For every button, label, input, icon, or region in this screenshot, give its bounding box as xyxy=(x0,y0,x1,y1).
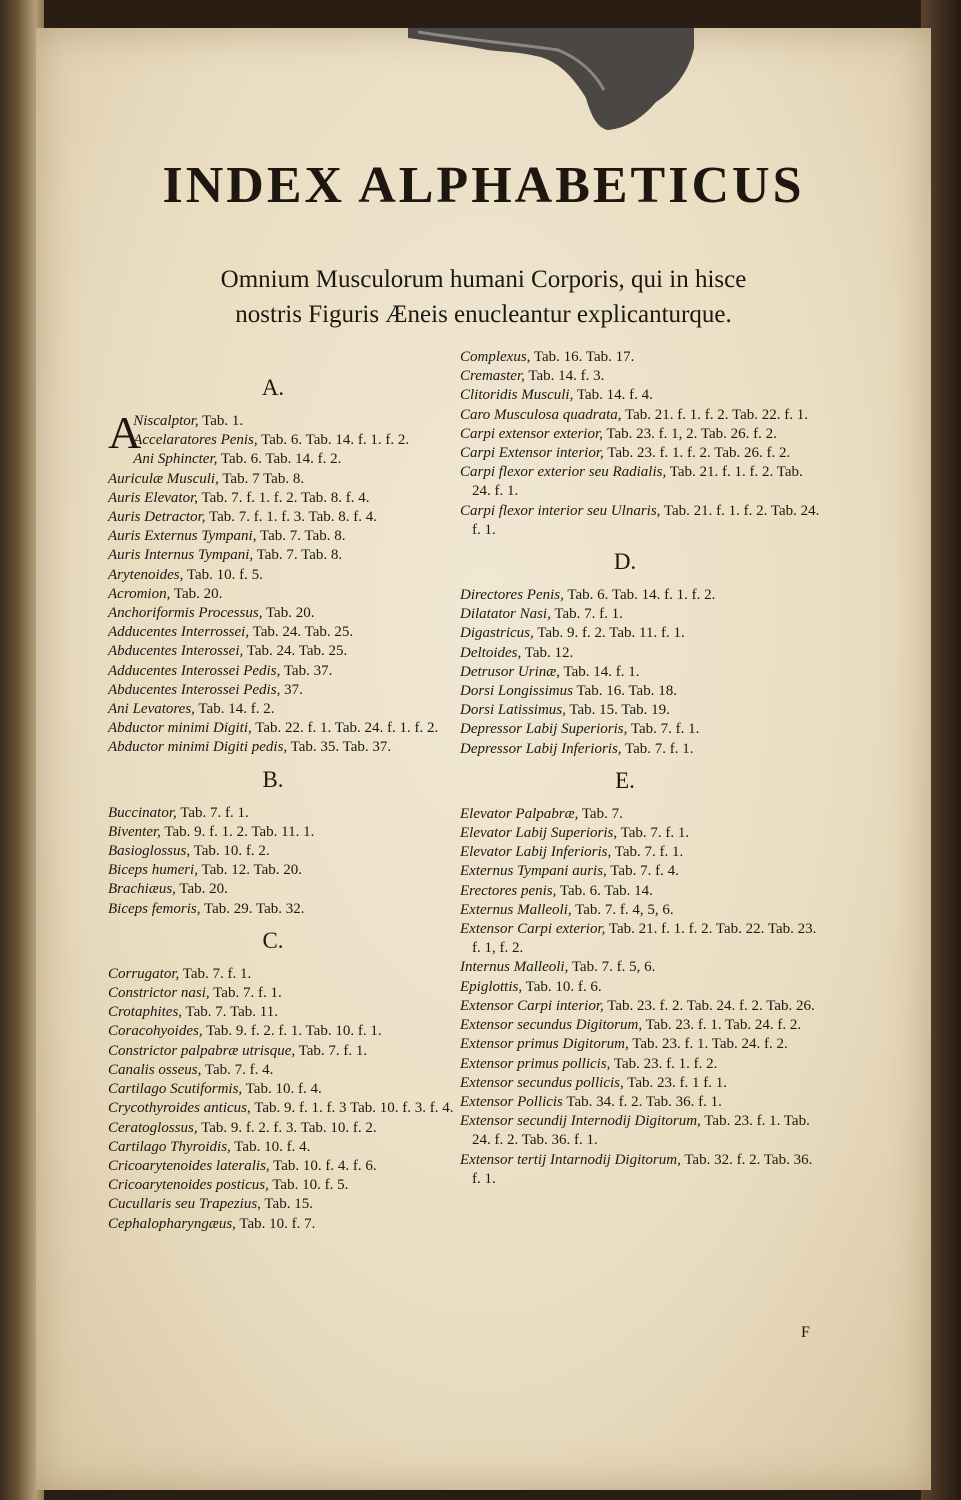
table-reference: Tab. 10. f. 5. xyxy=(272,1177,349,1194)
muscle-name: Accelaratores Penis, xyxy=(133,432,258,449)
section-letter: B. xyxy=(262,766,284,792)
muscle-name: Corrugator, xyxy=(108,965,180,982)
muscle-name: Dilatator Nasi, xyxy=(460,606,551,623)
table-reference: Tab. 7. f. 1. xyxy=(625,740,694,757)
muscle-name: Extensor primus Digitorum, xyxy=(460,1036,629,1053)
table-reference: Tab. 10. f. 4. xyxy=(234,1138,311,1155)
table-reference: Tab. 7. Tab. 8. xyxy=(259,528,346,545)
index-entry xyxy=(108,700,458,719)
table-reference: Tab. 10. f. 7. xyxy=(239,1215,316,1232)
index-entry xyxy=(108,1215,458,1234)
table-reference: Tab. 9. f. 2. f. 3. Tab. 10. f. 2. xyxy=(201,1119,377,1136)
muscle-name: Canalis osseus, xyxy=(108,1061,202,1078)
section-letter: C. xyxy=(262,927,284,953)
index-entry xyxy=(108,719,458,738)
muscle-name: Cucullaris seu Trapezius, xyxy=(108,1196,261,1213)
index-entry xyxy=(108,861,458,880)
section-letter: A. xyxy=(261,375,285,400)
muscle-name: Ani Sphincter, xyxy=(133,451,218,468)
muscle-name: Anchoriformis Processus, xyxy=(108,605,263,622)
index-entry xyxy=(108,681,458,700)
muscle-name: Clitoridis Musculi, xyxy=(460,387,574,404)
index-entry xyxy=(108,1003,458,1022)
table-reference: Tab. 7. f. 1. f. 2. Tab. 8. f. 4. xyxy=(201,489,370,506)
index-entry xyxy=(108,1099,458,1118)
index-entry xyxy=(460,644,820,663)
muscle-name: Adducentes Interrossei, xyxy=(108,624,250,641)
muscle-name: Elevator Labij Superioris, xyxy=(460,825,618,842)
muscle-name: Auris Elevator, xyxy=(108,489,198,506)
index-entry xyxy=(460,605,820,624)
table-reference: Tab. 14. f. 4. xyxy=(576,387,653,404)
table-reference: Tab. 15. xyxy=(264,1196,313,1213)
table-reference: Tab. 12. Tab. 20. xyxy=(201,862,302,879)
table-reference: Tab. 7. f. 4, 5, 6. xyxy=(575,901,674,918)
muscle-name: Auris Externus Tympani, xyxy=(108,528,257,545)
index-entry xyxy=(460,958,820,977)
table-reference: Tab. 6. Tab. 14. f. 1. f. 2. xyxy=(261,432,410,449)
muscle-name: Auris Detractor, xyxy=(108,509,206,526)
muscle-name: Externus Malleoli, xyxy=(460,901,572,918)
muscle-name: Depressor Labij Inferioris, xyxy=(460,740,622,757)
muscle-name: Cricoarytenoides posticus, xyxy=(108,1177,269,1194)
index-entry xyxy=(108,880,458,899)
book-page xyxy=(36,28,931,1490)
index-entry xyxy=(460,406,820,425)
index-entry xyxy=(108,623,458,642)
table-reference: Tab. 23. f. 1. Tab. 24. f. 2. xyxy=(632,1036,788,1053)
table-reference: Tab. 37. xyxy=(283,662,333,679)
index-entry xyxy=(460,882,820,901)
table-reference: Tab. 22. f. 1. Tab. 24. f. 1. f. 2. xyxy=(255,720,439,737)
table-reference: Tab. 16. Tab. 17. xyxy=(533,349,635,365)
muscle-name: Constrictor palpabræ utrisque, xyxy=(108,1042,296,1059)
table-reference: Tab. 9. f. 2. f. 1. Tab. 10. f. 1. xyxy=(206,1023,382,1040)
table-reference: Tab. 15. Tab. 19. xyxy=(569,702,670,719)
table-reference: Tab. 14. f. 2. xyxy=(198,701,275,718)
index-entry xyxy=(460,805,820,824)
muscle-name: Ceratoglossus, xyxy=(108,1119,198,1136)
section-letter: D. xyxy=(613,549,637,575)
index-entry xyxy=(108,662,458,681)
table-reference: Tab. 7. f. 4. xyxy=(610,863,679,880)
table-reference: Tab. 12. xyxy=(524,644,574,661)
table-reference: Tab. 23. f. 1, 2. Tab. 26. f. 2. xyxy=(606,425,777,442)
index-entry xyxy=(460,463,820,501)
index-entry xyxy=(108,823,458,842)
muscle-name: Dorsi Longissimus xyxy=(460,683,573,700)
muscle-name: Depressor Labij Superioris, xyxy=(460,721,628,738)
index-entry xyxy=(460,1074,820,1093)
index-entry xyxy=(460,624,820,643)
muscle-name: Internus Malleoli, xyxy=(460,959,569,976)
index-entry xyxy=(460,502,820,540)
table-reference: Tab. 7. Tab. 11. xyxy=(185,1004,278,1021)
muscle-name: Biventer, xyxy=(108,823,161,840)
muscle-name: Carpi flexor exterior seu Radialis, xyxy=(460,464,667,481)
muscle-name: Abductor minimi Digiti pedis, xyxy=(108,739,288,756)
index-entry xyxy=(460,1093,820,1112)
muscle-name: Arytenoides, xyxy=(108,566,184,583)
index-entry xyxy=(108,1042,458,1061)
muscle-name: Elevator Labij Inferioris, xyxy=(460,844,612,861)
index-entry xyxy=(108,842,458,861)
muscle-name: Deltoides, xyxy=(460,644,522,661)
muscle-name: Carpi flexor interior seu Ulnaris, xyxy=(460,502,661,519)
muscle-name: Externus Tympani auris, xyxy=(460,863,607,880)
index-entry xyxy=(108,1119,458,1138)
index-entry xyxy=(108,1157,458,1176)
index-entry xyxy=(108,1061,458,1080)
table-reference: Tab. 23. f. 1. f. 2. xyxy=(613,1055,718,1072)
table-reference: Tab. 20. xyxy=(265,605,315,622)
index-entry xyxy=(108,1176,458,1195)
table-reference: Tab. 7. Tab. 8. xyxy=(256,547,343,564)
index-entry xyxy=(108,546,458,565)
index-entry xyxy=(460,1055,820,1074)
index-entry xyxy=(108,1138,458,1157)
index-entry xyxy=(108,1080,458,1099)
index-entry xyxy=(460,978,820,997)
muscle-name: Extensor tertij Intarnodij Digitorum, xyxy=(460,1151,681,1168)
muscle-name: Extensor secundij Internodij Digitorum, xyxy=(460,1113,701,1130)
muscle-name: Biceps femoris, xyxy=(108,900,201,917)
table-reference: Tab. 7. f. 1. xyxy=(180,804,249,821)
table-reference: Tab. 7. f. 5, 6. xyxy=(571,959,656,976)
muscle-name: Cartilago Thyroidis, xyxy=(108,1138,231,1155)
table-reference: Tab. 9. f. 1. 2. Tab. 11. 1. xyxy=(164,823,315,840)
index-entry xyxy=(108,642,458,661)
table-reference: Tab. 10. f. 4. xyxy=(245,1081,322,1098)
index-entry xyxy=(460,862,820,881)
muscle-name: Elevator Palpabræ, xyxy=(460,805,579,822)
index-entry xyxy=(108,1195,458,1214)
index-entry xyxy=(108,489,458,508)
muscle-name: Cremaster, xyxy=(460,368,525,385)
index-entry xyxy=(108,1022,458,1041)
table-reference: Tab. 21. f. 1. f. 2. Tab. 22. f. 1. xyxy=(625,406,809,423)
muscle-name: Coracohyoides, xyxy=(108,1023,203,1040)
subtitle-line-2: nostris Figuris Æneis enucleantur explicanturque. xyxy=(235,301,732,328)
muscle-name: Abductor minimi Digiti, xyxy=(108,720,252,737)
table-reference: Tab. 7. xyxy=(581,805,623,822)
muscle-name: Directores Penis, xyxy=(460,587,564,604)
muscle-name: Auriculæ Musculi, xyxy=(108,470,219,487)
table-reference: Tab. 20. xyxy=(179,881,228,898)
index-entry xyxy=(108,738,458,757)
index-entry xyxy=(108,566,458,585)
table-reference: Tab. 23. f. 1. Tab. 24. f. 2. Tab. 36. f. 1. xyxy=(472,1113,810,1149)
table-reference: Tab. 7. f. 1. xyxy=(298,1042,368,1059)
table-reference: Tab. 7 Tab. 8. xyxy=(222,470,305,487)
muscle-name: Erectores penis, xyxy=(460,882,557,899)
muscle-name: Constrictor nasi, xyxy=(108,985,210,1002)
muscle-name: Complexus, xyxy=(460,349,531,365)
index-entry xyxy=(460,1151,820,1189)
table-reference: Tab. 7. f. 1. f. 3. Tab. 8. f. 4. xyxy=(208,509,377,526)
muscle-name: Extensor secundus Digitorum, xyxy=(460,1017,643,1034)
table-reference: Tab. 1. xyxy=(202,413,244,429)
index-entry xyxy=(460,920,820,958)
muscle-name: Cricoarytenoides lateralis, xyxy=(108,1157,270,1174)
muscle-name: Ani Levatores, xyxy=(108,701,195,718)
table-reference: Tab. 16. Tab. 18. xyxy=(576,683,677,700)
table-reference: Tab. 10. f. 5. xyxy=(186,566,263,583)
index-entry xyxy=(460,740,820,759)
index-entry xyxy=(460,701,820,720)
table-reference: Tab. 10. f. 4. f. 6. xyxy=(273,1157,377,1174)
table-reference: Tab. 9. f. 1. f. 3 Tab. 10. f. 3. f. 4. xyxy=(254,1100,454,1117)
muscle-name: Cephalopharyngæus, xyxy=(108,1215,236,1232)
index-entry xyxy=(460,586,820,605)
index-entry xyxy=(460,843,820,862)
table-reference: Tab. 7. f. 1. xyxy=(213,985,282,1002)
muscle-name: Acromion, xyxy=(108,585,171,602)
table-reference: 37. xyxy=(284,681,303,698)
table-reference: Tab. 14. f. 3. xyxy=(528,368,605,385)
muscle-name: Digastricus, xyxy=(460,625,534,642)
index-entry xyxy=(108,804,458,823)
table-reference: Tab. 32. f. 2. Tab. 36. f. 1. xyxy=(472,1151,813,1187)
table-reference: Tab. 7. f. 1. xyxy=(620,825,690,842)
index-entry xyxy=(460,348,820,367)
table-reference: Tab. 35. Tab. 37. xyxy=(290,739,392,756)
muscle-name: Dorsi Latissimus, xyxy=(460,702,566,719)
muscle-name: Extensor Pollicis xyxy=(460,1093,563,1110)
drop-cap: A xyxy=(108,407,142,458)
table-reference: Tab. 10. f. 2. xyxy=(193,843,270,860)
table-reference: Tab. 29. Tab. 32. xyxy=(203,900,305,917)
table-reference: Tab. 14. f. 1. xyxy=(563,663,640,680)
index-entry xyxy=(108,585,458,604)
muscle-name: Epiglottis, xyxy=(460,978,523,995)
table-reference: Tab. 20. xyxy=(173,585,223,602)
table-reference: Tab. 7. f. 1. xyxy=(182,965,252,982)
index-column-right xyxy=(460,348,820,1189)
index-entry xyxy=(108,604,458,623)
metal-clip-icon xyxy=(408,28,694,133)
table-reference: Tab. 10. f. 6. xyxy=(525,978,602,995)
muscle-name: Basioglossus, xyxy=(108,843,191,860)
table-reference: Tab. 21. f. 1. f. 2. Tab. 24. f. 1. xyxy=(472,502,820,538)
page-subtitle xyxy=(76,262,891,332)
index-entry xyxy=(108,965,458,984)
muscle-name: Biceps humeri, xyxy=(108,862,198,879)
index-entry xyxy=(108,900,458,919)
subtitle-line-1: Omnium Musculorum humani Corporis, qui in hisce xyxy=(220,266,747,293)
index-entry xyxy=(108,984,458,1003)
index-entry xyxy=(460,901,820,920)
index-column-left xyxy=(108,366,458,1234)
table-reference: Tab. 6. Tab. 14. f. 1. f. 2. xyxy=(567,587,716,604)
muscle-name: Abducentes Interossei, xyxy=(108,643,244,660)
index-entry xyxy=(460,997,820,1016)
table-reference: Tab. 23. f. 2. Tab. 24. f. 2. Tab. 26. xyxy=(607,997,815,1014)
table-reference: Tab. 23. f. 1. Tab. 24. f. 2. xyxy=(645,1017,802,1034)
index-entry xyxy=(460,367,820,386)
table-reference: Tab. 24. Tab. 25. xyxy=(252,624,354,641)
index-entry xyxy=(460,1112,820,1150)
muscle-name: Crycothyroides anticus, xyxy=(108,1100,251,1117)
index-entry xyxy=(460,386,820,405)
muscle-name: Detrusor Urinæ, xyxy=(460,663,561,680)
muscle-name: Crotaphites, xyxy=(108,1004,183,1021)
table-reference: Tab. 23. f. 1 f. 1. xyxy=(627,1074,727,1091)
table-reference: Tab. 24. Tab. 25. xyxy=(246,643,348,660)
table-reference: Tab. 6. Tab. 14. xyxy=(559,882,653,899)
table-reference: Tab. 7. f. 1. xyxy=(554,606,623,623)
muscle-name: Niscalptor, xyxy=(133,413,199,429)
table-reference: Tab. 7. f. 1. xyxy=(630,721,700,738)
table-reference: Tab. 9. f. 2. Tab. 11. f. 1. xyxy=(537,625,685,642)
table-reference: Tab. 6. Tab. 14. f. 2. xyxy=(220,451,342,468)
index-entry xyxy=(460,1035,820,1054)
muscle-name: Brachiæus, xyxy=(108,881,176,898)
muscle-name: Extensor Carpi exterior, xyxy=(460,921,606,938)
table-reference: Tab. 23. f. 1. f. 2. Tab. 26. f. 2. xyxy=(607,445,791,462)
index-entry xyxy=(108,450,458,469)
index-entry xyxy=(108,431,458,450)
muscle-name: Extensor secundus pollicis, xyxy=(460,1074,624,1091)
section-letter: E. xyxy=(615,767,635,793)
muscle-name: Adducentes Interossei Pedis, xyxy=(108,662,281,679)
muscle-name: Extensor Carpi interior, xyxy=(460,997,604,1014)
index-entry xyxy=(108,527,458,546)
muscle-name: Cartilago Scutiformis, xyxy=(108,1081,243,1098)
table-reference: Tab. 7. f. 1. xyxy=(614,844,684,861)
index-entry xyxy=(460,444,820,463)
index-entry xyxy=(460,720,820,739)
index-entry xyxy=(460,1016,820,1035)
index-entry xyxy=(108,508,458,527)
muscle-name: Auris Internus Tympani, xyxy=(108,547,254,564)
muscle-name: Abducentes Interossei Pedis, xyxy=(108,681,281,698)
muscle-name: Extensor primus pollicis, xyxy=(460,1055,611,1072)
table-reference: Tab. 21. f. 1. f. 2. Tab. 22. Tab. 23. f. 1, f. 2. xyxy=(472,921,817,957)
page-title: INDEX ALPHABETICUS xyxy=(162,157,805,214)
index-entry xyxy=(460,824,820,843)
muscle-name: Carpi Extensor interior, xyxy=(460,445,604,462)
muscle-name: Carpi extensor exterior, xyxy=(460,425,603,442)
index-entry xyxy=(460,663,820,682)
muscle-name: Caro Musculosa quadrata, xyxy=(460,406,622,423)
index-entry xyxy=(460,682,820,701)
table-reference: Tab. 34. f. 2. Tab. 36. f. 1. xyxy=(566,1093,722,1110)
muscle-name: Buccinator, xyxy=(108,804,177,821)
table-reference: Tab. 7. f. 4. xyxy=(204,1061,274,1078)
index-entry xyxy=(108,470,458,489)
table-reference: Tab. 21. f. 1. f. 2. Tab. 24. f. 1. xyxy=(472,464,803,500)
index-entry xyxy=(460,425,820,444)
signature-mark: F xyxy=(801,1324,810,1341)
